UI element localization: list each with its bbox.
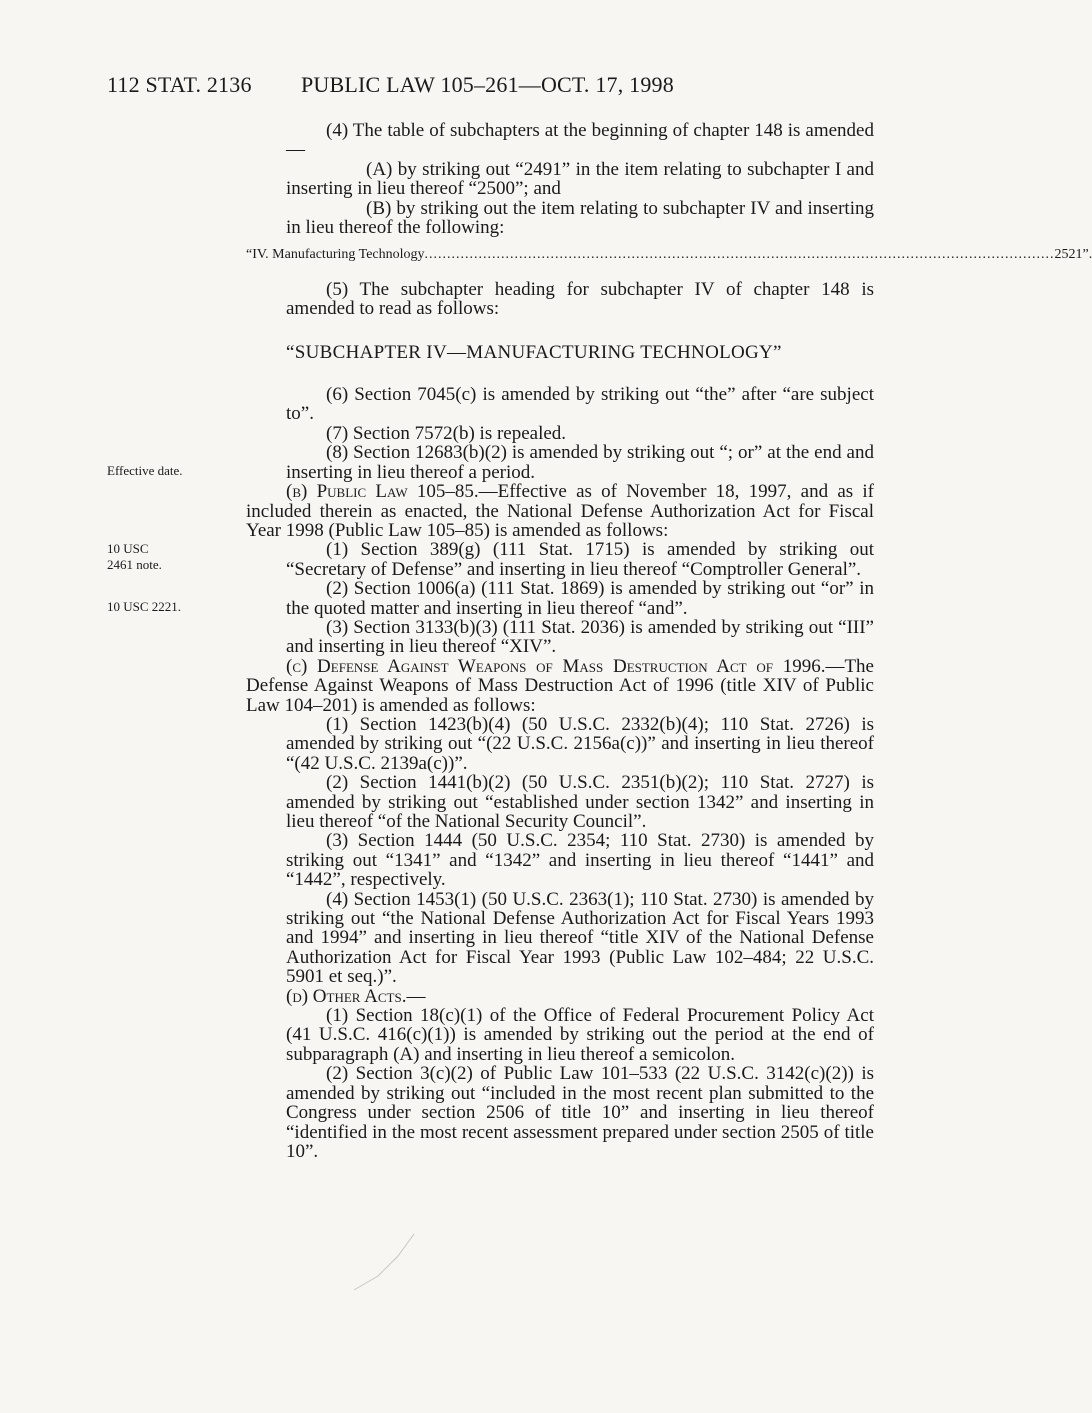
paragraph-4-a: (A) by striking out “2491” in the item relating to subchapter I and inserting in lieu thereof “2500”; and: [286, 158, 874, 200]
paragraph-4: (4) The table of subchapters at the beginning of chapter 148 is amended—: [286, 120, 874, 161]
paragraph-b-1: (1) Section 389(g) (111 Stat. 1715) is amended by striking out “Secretary of Defense” and inserting in lieu thereof “Comptroller General”.: [286, 539, 874, 580]
paragraph-8: (8) Section 12683(b)(2) is amended by striking out “; or” at the end and inserting in lieu thereof a period.: [286, 442, 874, 483]
paragraph-d-1: (1) Section 18(c)(1) of the Office of Federal Procurement Policy Act (41 U.S.C. 416(c)(1)) is amended by striking out the period at the end of subparagraph (A) and inserting in lieu thereof a semicolon.: [286, 1005, 874, 1065]
subsection-b-heading: (b) Public Law 105–85.: [286, 481, 479, 503]
margin-note-usc-2221: 10 USC 2221.: [107, 599, 182, 614]
paragraph-c-3: (3) Section 1444 (50 U.S.C. 2354; 110 Stat. 2730) is amended by striking out “1341” and “1342” and inserting in lieu thereof “1441” and “1442”, respectively.: [286, 830, 874, 891]
paragraph-7: (7) Section 7572(b) is repealed.: [326, 422, 567, 444]
subchapter-heading: “SUBCHAPTER IV—MANUFACTURING TECHNOLOGY”: [286, 341, 782, 363]
paragraph-c-1: (1) Section 1423(b)(4) (50 U.S.C. 2332(b)(4); 110 Stat. 2726) is amended by striking out “(22 U.S.C. 2156a(c))” and inserting in lieu thereof “(42 U.S.C. 2139a(c))”.: [286, 713, 874, 774]
subsection-d-text: —: [406, 985, 426, 1007]
subsection-d-heading: (d) Other Acts.: [286, 985, 407, 1007]
paragraph-b-3: (3) Section 3133(b)(3) (111 Stat. 2036) is amended by striking out “III” and inserting in lieu thereof “XIV”.: [286, 616, 874, 658]
subsection-c-heading: (c) Defense Against Weapons of Mass Destruction Act of 1996.: [286, 655, 826, 677]
margin-note-usc-2461: 10 USC 2461 note.: [107, 541, 162, 572]
paragraph-6: (6) Section 7045(c) is amended by striking out “the” after “are subject to”.: [286, 384, 874, 425]
document-body: [246, 120, 1092, 1162]
page-header-title: PUBLIC LAW 105–261—OCT. 17, 1998: [301, 72, 674, 97]
paragraph-4-b: (B) by striking out the item relating to subchapter IV and inserting in lieu thereof the following:: [286, 197, 874, 239]
subsection-c: [246, 657, 874, 715]
paragraph-5: (5) The subchapter heading for subchapter IV of chapter 148 is amended to read as follows:: [286, 278, 874, 320]
leader-dots: ............................................................................................................................................: [424, 247, 1055, 263]
subsection-b: [246, 482, 874, 540]
subsection-c-text: —The Defense Against Weapons of Mass Destruction Act of 1996 (title XIV of Public Law 104–201) is amended as follows:: [246, 655, 874, 716]
table-item-label: “IV. Manufacturing Technology: [246, 247, 425, 263]
subsection-b-text: —Effective as of November 18, 1997, and as if included therein as enacted, the National Defense Authorization Act for Fiscal Year 1998 (Public Law 105–85) is amended as follows:: [246, 481, 874, 541]
stray-pen-stroke: [354, 1234, 414, 1290]
table-item-number: 2521”.: [1054, 247, 1092, 263]
paragraph-c-4: (4) Section 1453(1) (50 U.S.C. 2363(1); 110 Stat. 2730) is amended by striking out “the National Defense Authorization Act for Fiscal Years 1993 and 1994” and inserting in lieu thereof “title XIV of the National Defense Authorization Act for Fiscal Year 1993 (Public Law 102–484; 22 U.S.C. 5901 et seq.)”.: [286, 888, 874, 988]
paragraph-b-2: (2) Section 1006(a) (111 Stat. 1869) is amended by striking out “or” in the quoted matter and inserting in lieu thereof “and”.: [286, 578, 874, 619]
stray-pen-mark: [342, 1232, 442, 1302]
paragraph-c-2: (2) Section 1441(b)(2) (50 U.S.C. 2351(b)(2); 110 Stat. 2727) is amended by striking out “established under section 1342” and inserting in lieu thereof “of the National Security Council”.: [286, 772, 874, 832]
table-of-subchapters-item: [246, 245, 1092, 264]
paragraph-d-2: (2) Section 3(c)(2) of Public Law 101–533 (22 U.S.C. 3142(c)(2)) is amended by striking out “included in the most recent plan submitted to the Congress under section 2506 of title 10” and inserting in lieu thereof “identified in the most recent assessment prepared under section 2505 of title 10”.: [286, 1063, 874, 1162]
subsection-d: [246, 987, 874, 1006]
margin-note-effective-date: Effective date.: [107, 463, 183, 478]
stat-reference: 112 STAT. 2136: [107, 72, 252, 97]
